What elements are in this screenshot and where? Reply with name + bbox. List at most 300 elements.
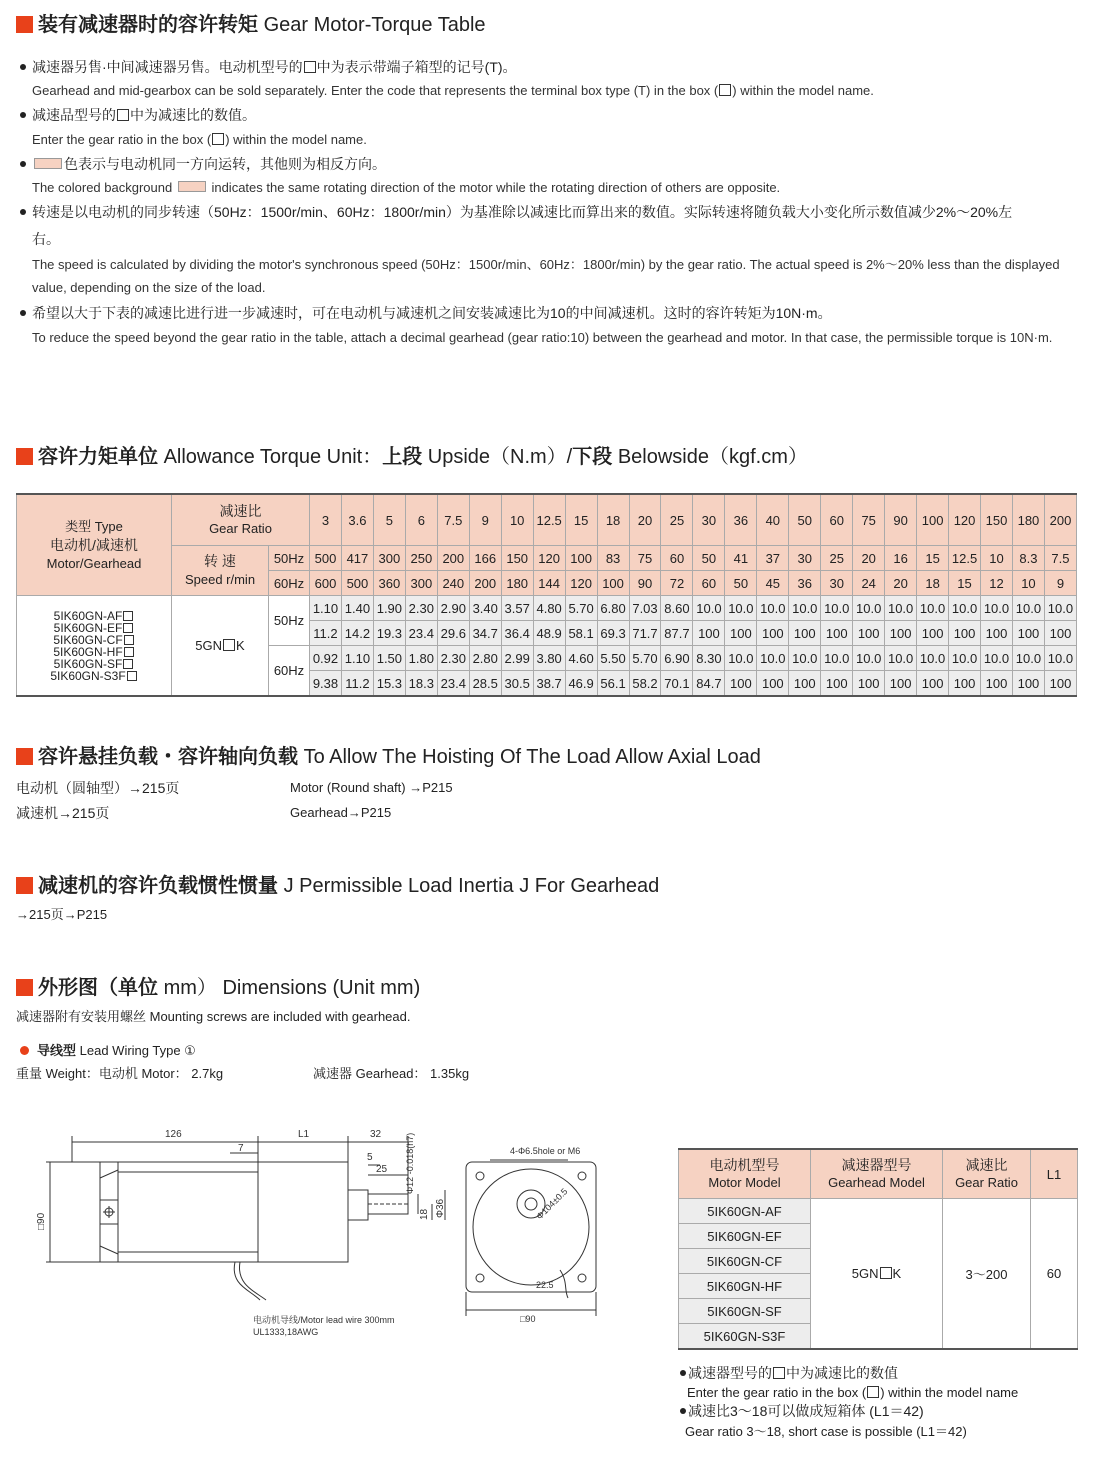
gear-ratio-cell: 200 [1044,494,1076,546]
speed-50hz-cell: 200 [437,546,469,571]
wiring-type: 导线型 Lead Wiring Type ① [20,1042,196,1060]
gear-ratio-cell: 36 [725,494,757,546]
mount-hole-icon [578,1172,586,1180]
torque-cell: 100 [917,671,949,697]
note-3-en: The colored background indicates the same rotating direction of the motor while the rotating direction of others are opposite. [32,180,781,195]
dim-shaft: Φ12 -0.018(h7) [405,1132,415,1194]
speed-50hz-cell: 25 [821,546,853,571]
torque-cell: 10.0 [821,596,853,621]
motor-model-cell: 5IK60GN-EF [679,1224,811,1249]
speed-50hz-cell: 166 [469,546,501,571]
torque-cell: 5.70 [629,646,661,671]
torque-cell: 100 [1044,671,1076,697]
torque-cell: 3.80 [533,646,565,671]
torque-cell: 29.6 [437,621,469,646]
gear-ratio-cell: 3 [310,494,342,546]
torque-cell: 70.1 [661,671,693,697]
dim-18: 18 [419,1208,430,1220]
note-3-cn: 色表示与电动机同一方向运转，其他则为相反方向。 [20,155,386,173]
gearhead-model: 5GN [851,1266,879,1281]
note-1-cn: 减速器另售·中间减速器另售。电动机型号的 中为表示带端子箱型的记号(T)。 [20,58,517,76]
bullet-icon [20,209,26,215]
box-glyph-icon [123,659,133,669]
speed-cn: 转 速 [204,553,236,569]
torque-cell: 10.0 [1044,596,1076,621]
gearhead-body [258,1162,348,1262]
torque-cell: 2.99 [501,646,533,671]
torque-cell: 58.2 [629,671,661,697]
torque-cell: 28.5 [469,671,501,697]
gear-ratio-cell: 90 [885,494,917,546]
motor-model-cell: 5IK60GN-HF [679,1274,811,1299]
gear-ratio-cell: 40 [757,494,789,546]
torque-cell: 8.60 [661,596,693,621]
speed-60hz-cell: 144 [533,571,565,596]
type-en: Motor/Gearhead [46,555,142,571]
motor-model-cell: 5IK60GN-CF [679,1249,811,1274]
speed-50hz-cell: 120 [533,546,565,571]
gear-ratio-header-cell [172,494,310,546]
section-title-torque-table: 装有减速器时的容许转矩 Gear Motor-Torque Table [16,13,486,37]
torque-cell: 100 [821,671,853,697]
torque-cell: 1.90 [373,596,405,621]
torque-cell: 100 [853,621,885,646]
torque-cell: 3.40 [469,596,501,621]
torque-cell: 5.50 [597,646,629,671]
speed-50hz-cell: 41 [725,546,757,571]
torque-cell: 100 [1012,671,1044,697]
red-square-icon [16,16,33,33]
gear-ratio-cell: 7.5 [437,494,469,546]
torque-cell: 14.2 [341,621,373,646]
note-4-cn-cont: 右。 [32,231,60,247]
motor-model-cell: 5IK60GN-SF [679,1299,811,1324]
torque-cell: 0.92 [310,646,342,671]
torque-cell: 23.4 [437,671,469,697]
color-swatch-icon [178,181,206,192]
torque-cell: 9.38 [310,671,342,697]
box-glyph-icon [773,1367,785,1379]
header-en: Motor Model [708,1175,781,1190]
speed-50hz-cell: 50 [693,546,725,571]
motor-model: 5IK60GN-CF [53,632,123,647]
box-glyph-icon [867,1386,879,1398]
dim-7: 7 [238,1143,244,1154]
gear-ratio-cell: 30 [693,494,725,546]
speed-50hz-cell: 37 [757,546,789,571]
speed-60hz-cell: 15 [949,571,981,596]
gear-ratio-cell: 180 [1012,494,1044,546]
speed-60hz-cell: 36 [789,571,821,596]
motor-model-cell: 5IK60GN-S3F [679,1324,811,1350]
bottom-note-1-cn: 减速器型号的 中为减速比的数值 [680,1365,898,1382]
torque-cell: 10.0 [917,646,949,671]
torque-cell: 15.3 [373,671,405,697]
gearhead-model-header [811,1149,943,1199]
gearhead-weight: 减速器 Gearhead： 1.35kg [313,1066,470,1081]
box-glyph-icon [719,84,731,96]
bullet-icon [20,64,26,70]
speed-50hz-cell: 300 [373,546,405,571]
torque-cell: 11.2 [341,671,373,697]
torque-cell: 100 [917,621,949,646]
torque-cell: 10.0 [885,596,917,621]
torque-cell: 2.30 [437,646,469,671]
torque-cell: 2.90 [437,596,469,621]
box-glyph-icon [304,61,316,73]
torque-cell: 87.7 [661,621,693,646]
torque-cell: 10.0 [853,596,885,621]
mounting-note: 减速器附有安装用螺丝 Mounting screws are included with gearhead. [16,1009,411,1024]
torque-table [16,493,1077,697]
red-square-icon [16,979,33,996]
speed-60hz-cell: 500 [341,571,373,596]
box-glyph-icon [124,635,134,645]
bullet-icon [680,1408,686,1414]
torque-cell: 6.90 [661,646,693,671]
hz50-label: 50Hz [269,546,310,571]
torque-cell: 18.3 [405,671,437,697]
gear-ratio-cell: 15 [565,494,597,546]
speed-60hz-cell: 180 [501,571,533,596]
speed-60hz-cell: 20 [885,571,917,596]
torque-cell: 10.0 [1044,646,1076,671]
section-title-load-inertia: 减速机的容许负载惯性惯量 J Permissible Load Inertia J For Gearhead [16,874,659,898]
gear-ratio-cell: 60 [821,494,853,546]
box-glyph-icon [123,623,133,633]
header-en: Gear Ratio [955,1175,1018,1190]
pcd-label: Φ104±0.5 [534,1186,570,1222]
red-square-icon [16,877,33,894]
box-glyph-icon [212,133,224,145]
speed-60hz-cell: 72 [661,571,693,596]
ratio-cn: 减速比 [219,503,262,519]
speed-50hz-cell: 8.3 [1012,546,1044,571]
flange-circle [473,1169,589,1285]
torque-cell: 100 [1044,621,1076,646]
speed-60hz-cell: 45 [757,571,789,596]
torque-cell: 10.0 [789,646,821,671]
note-4-en-1: The speed is calculated by dividing the motor's synchronous speed (50Hz：1500r/min、60Hz：1800r/min) by the gear ratio. The actual speed is 2%～20% less than the displayed [32,257,1060,272]
motor-model-header [679,1149,811,1199]
speed-60hz-cell: 9 [1044,571,1076,596]
model-table [678,1148,1078,1350]
speed-50hz-cell: 417 [341,546,373,571]
torque-cell: 100 [789,621,821,646]
hole-label: 4-Φ6.5hole or M6 [510,1146,581,1156]
bullet-icon [20,161,26,167]
torque-cell: 100 [949,621,981,646]
speed-50hz-cell: 7.5 [1044,546,1076,571]
torque-cell: 100 [725,671,757,697]
torque-cell: 100 [885,621,917,646]
gear-ratio-cell: 10 [501,494,533,546]
gear-ratio-cell: 100 [917,494,949,546]
type-header-cell [17,494,172,596]
speed-50hz-cell: 60 [661,546,693,571]
motor-ref-cn: 电动机（圆轴型）→215页 [16,780,180,796]
torque-cell: 2.30 [405,596,437,621]
gear-ratio-cell: 75 [853,494,885,546]
speed-60hz-cell: 600 [310,571,342,596]
speed-en: Speed r/min [184,572,256,587]
speed-60hz-cell: 30 [821,571,853,596]
motor-body [118,1162,258,1262]
bottom-note-2-en: Gear ratio 3～18, short case is possible (L1＝42) [685,1424,967,1439]
torque-cell: 100 [693,621,725,646]
speed-60hz-cell: 300 [405,571,437,596]
torque-cell: 8.30 [693,646,725,671]
torque-cell: 1.40 [341,596,373,621]
dim-5: 5 [367,1152,373,1163]
torque-cell: 10.0 [1012,596,1044,621]
torque-cell: 100 [725,621,757,646]
speed-60hz-cell: 18 [917,571,949,596]
gear-ratio-cell: 50 [789,494,821,546]
torque-cell: 100 [981,671,1013,697]
torque-cell: 100 [885,671,917,697]
torque-cell: 46.9 [565,671,597,697]
torque-cell: 48.9 [533,621,565,646]
speed-60hz-cell: 50 [725,571,757,596]
motor-model: 5IK60GN-AF [53,608,123,623]
wire-label-1: 电动机导线/Motor lead wire 300mm [253,1315,395,1325]
type-cn2: 电动机/减速机 [50,536,138,553]
gear-ratio-cell: 120 [949,494,981,546]
section-title-allowance-torque: 容许力矩单位 Allowance Torque Unit：上段 Upside（N.m）/下段 Belowside（kgf.cm） [16,445,808,469]
l1-header: L1 [1031,1149,1078,1199]
dim-36: Φ36 [435,1198,446,1218]
dim-32: 32 [370,1129,382,1140]
torque-cell: 100 [981,621,1013,646]
speed-50hz-cell: 250 [405,546,437,571]
motor-model-cell: 5IK60GN-AF [679,1199,811,1224]
torque-cell: 10.0 [981,646,1013,671]
torque-cell: 100 [821,621,853,646]
l1-cell: 60 [1031,1199,1078,1350]
motor-model: 5IK60GN-HF [53,644,123,659]
dim-22-5: 22.5 [536,1280,554,1290]
torque-cell: 100 [853,671,885,697]
torque-cell: 71.7 [629,621,661,646]
header-cn: 减速器型号 [841,1157,912,1173]
speed-50hz-cell: 20 [853,546,885,571]
speed-50hz-cell: 150 [501,546,533,571]
speed-50hz-cell: 500 [310,546,342,571]
torque-cell: 5.70 [565,596,597,621]
red-dot-icon [20,1046,29,1055]
note-5-cn: 希望以大于下表的减速比进行进一步减速时，可在电动机与减速机之间安装减速比为10的中间减速机。这时的容许转矩为10N·m。 [20,304,832,322]
torque-cell: 36.4 [501,621,533,646]
torque-cell: 10.0 [725,596,757,621]
header-cn: 电动机型号 [709,1157,780,1173]
motor-weight: 重量 Weight：电动机 Motor： 2.7kg [16,1066,224,1081]
red-square-icon [16,748,33,765]
bullet-icon [20,310,26,316]
torque-cell: 100 [757,671,789,697]
mount-hole-icon [476,1274,484,1282]
speed-60hz-cell: 24 [853,571,885,596]
header-en: Gearhead Model [828,1175,925,1190]
torque-cell: 23.4 [405,621,437,646]
torque-cell: 10.0 [725,646,757,671]
gear-ratio-header [943,1149,1031,1199]
header-cn: 减速比 [965,1157,1008,1173]
speed-60hz-cell: 100 [597,571,629,596]
note-2-en: Enter the gear ratio in the box ( ) within the model name. [32,132,367,147]
torque-cell: 11.2 [310,621,342,646]
box-glyph-icon [123,611,133,621]
gear-ratio-cell: 3.6 [341,494,373,546]
speed-60hz-cell: 360 [373,571,405,596]
bottom-note-2-cn: 减速比3～18可以做成短箱体 (L1＝42) [680,1403,924,1420]
gear-ratio-cell: 150 [981,494,1013,546]
speed-60hz-cell: 10 [1012,571,1044,596]
mount-hole-icon [578,1274,586,1282]
torque-60hz-label: 60Hz [269,646,310,697]
note-4-en-2: value, depending on the size of the load. [32,280,266,295]
dim-25: 25 [376,1164,388,1175]
mount-hole-icon [476,1172,484,1180]
torque-cell: 100 [757,621,789,646]
red-square-icon [16,448,33,465]
torque-cell: 19.3 [373,621,405,646]
gear-ratio-cell: 5 [373,494,405,546]
speed-50hz-cell: 100 [565,546,597,571]
inertia-ref: →215页→P215 [16,907,108,922]
gearhead-ref-en: Gearhead→P215 [290,805,392,820]
note-5-en: To reduce the speed beyond the gear ratio in the table, attach a decimal gearhead (gear ratio:10) between the gearhead and motor. In that case, the permissible torque is 10N·m. [32,330,1053,345]
torque-cell: 34.7 [469,621,501,646]
speed-50hz-cell: 10 [981,546,1013,571]
color-swatch-icon [34,158,62,169]
box-glyph-icon [124,647,134,657]
torque-cell: 10.0 [693,596,725,621]
note-4-cn: 转速是以电动机的同步转速（50Hz：1500r/min、60Hz：1800r/min）为基准除以减速比而算出来的数值。实际转速将随负载大小变化所示数值减少2%～20%左 [20,203,1012,221]
type-cn: 类型 Type [65,518,123,534]
dim-126: 126 [165,1129,182,1140]
gear-shaft-boss [348,1190,368,1220]
gear-ratio-cell: 12.5 [533,494,565,546]
torque-cell: 10.0 [1012,646,1044,671]
torque-cell: 4.60 [565,646,597,671]
torque-cell: 1.10 [341,646,373,671]
hz60-label: 60Hz [269,571,310,596]
torque-cell: 10.0 [821,646,853,671]
speed-60hz-cell: 240 [437,571,469,596]
torque-cell: 10.0 [949,646,981,671]
torque-50hz-label: 50Hz [269,596,310,646]
dim-l1: L1 [298,1129,310,1140]
torque-cell: 1.80 [405,646,437,671]
speed-header-cell [172,546,269,596]
torque-cell: 10.0 [853,646,885,671]
torque-cell: 10.0 [757,596,789,621]
gear-ratio-cell: 18 [597,494,629,546]
torque-cell: 84.7 [693,671,725,697]
torque-cell: 6.80 [597,596,629,621]
torque-cell: 10.0 [757,646,789,671]
note-1-en: Gearhead and mid-gearbox can be sold separately. Enter the code that represents the terminal box type (T) in the box ( ) within the model name. [32,83,874,98]
gearhead-ref-cn: 减速机→215页 [16,805,110,821]
speed-50hz-cell: 15 [917,546,949,571]
bullet-icon [680,1370,686,1376]
section-title-hoisting-load: 容许悬挂负载・容许轴向负载 To Allow The Hoisting Of The Load Allow Axial Load [16,745,761,769]
torque-cell: 10.0 [789,596,821,621]
speed-50hz-cell: 16 [885,546,917,571]
speed-60hz-cell: 120 [565,571,597,596]
dim-90: □90 [36,1212,47,1230]
torque-cell: 3.57 [501,596,533,621]
speed-60hz-cell: 200 [469,571,501,596]
speed-50hz-cell: 12.5 [949,546,981,571]
motor-model: 5IK60GN-EF [53,620,123,635]
gearhead-cell [172,596,269,697]
torque-cell: 10.0 [917,596,949,621]
dimension-drawing [20,1120,660,1350]
torque-cell: 10.0 [885,646,917,671]
box-glyph-icon [223,639,235,651]
torque-cell: 2.80 [469,646,501,671]
torque-cell: 7.03 [629,596,661,621]
speed-50hz-cell: 75 [629,546,661,571]
motor-model: 5IK60GN-SF [53,656,123,671]
speed-50hz-cell: 83 [597,546,629,571]
speed-60hz-cell: 12 [981,571,1013,596]
wire-label-2: UL1333,18AWG [253,1327,319,1337]
gear-ratio-cell: 6 [405,494,437,546]
torque-cell: 1.50 [373,646,405,671]
speed-60hz-cell: 90 [629,571,661,596]
torque-cell: 69.3 [597,621,629,646]
torque-cell: 100 [949,671,981,697]
torque-cell: 100 [1012,621,1044,646]
gearhead-model-cell [811,1199,943,1350]
gearhead-suffix: K [892,1266,902,1281]
ratio-en: Gear Ratio [209,521,272,536]
box-glyph-icon [117,109,129,121]
gear-ratio-cell: 3～200 [943,1199,1031,1350]
gearhead-front-face [466,1162,596,1292]
bullet-icon [20,112,26,118]
torque-cell: 1.10 [310,596,342,621]
gearhead-suffix: K [236,638,245,653]
gear-ratio-cell: 9 [469,494,501,546]
torque-cell: 30.5 [501,671,533,697]
torque-cell: 58.1 [565,621,597,646]
speed-60hz-cell: 60 [693,571,725,596]
torque-cell: 38.7 [533,671,565,697]
torque-cell: 4.80 [533,596,565,621]
gear-ratio-cell: 20 [629,494,661,546]
torque-cell: 10.0 [949,596,981,621]
motor-ref-en: Motor (Round shaft) →P215 [290,780,453,795]
torque-cell: 100 [789,671,821,697]
note-2-cn: 减速品型号的 中为减速比的数值。 [20,106,256,124]
bottom-note-1-en: Enter the gear ratio in the box ( ) within the model name [687,1385,1019,1400]
motor-models-cell [17,596,172,697]
torque-cell: 10.0 [981,596,1013,621]
torque-cell: 56.1 [597,671,629,697]
motor-model: 5IK60GN-S3F [50,668,126,683]
gearhead-model: 5GN [195,638,223,653]
speed-50hz-cell: 30 [789,546,821,571]
box-glyph-icon [127,671,137,681]
dim-90-front: □90 [520,1314,536,1324]
box-glyph-icon [880,1267,892,1279]
section-title-dimensions: 外形图（单位 mm） Dimensions (Unit mm) [16,976,420,1000]
gear-ratio-cell: 25 [661,494,693,546]
